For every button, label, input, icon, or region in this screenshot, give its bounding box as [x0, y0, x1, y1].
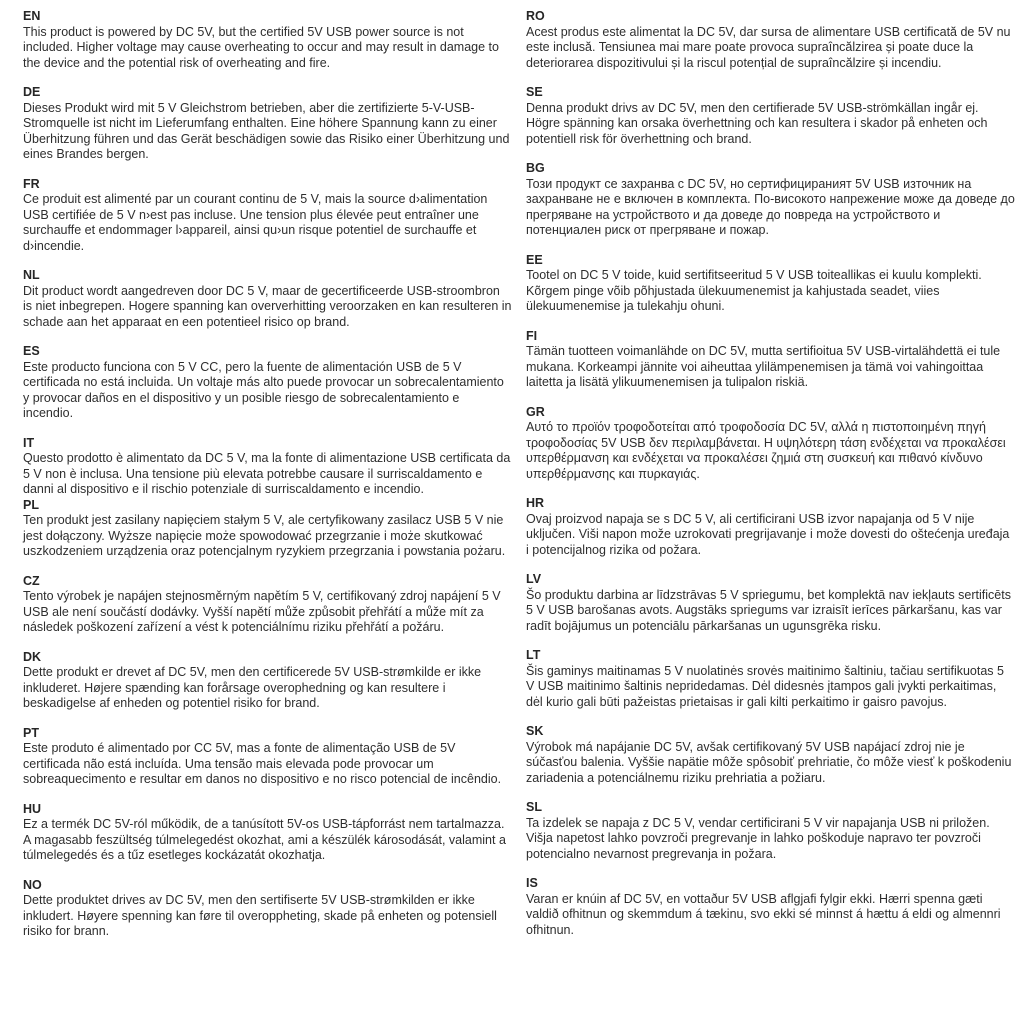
lang-code-fr: FR	[23, 176, 40, 191]
lang-section-es	[23, 344, 512, 422]
lang-text-de: Dieses Produkt wird mit 5 V Gleichstrom betrieben, aber die zertifizierte 5-V-USB-Stromquelle ist nicht im Lieferumfang enthalten. Eine höhere Spannung kann zu einer Überhitzung führen und das Gerät beschädigen sowie das Risiko einer Überhitzung und eines Brandes bergen.	[23, 100, 510, 161]
lang-section-dk	[23, 650, 512, 712]
lang-section-fi	[526, 329, 1015, 391]
lang-text-hu: Ez a termék DC 5V-ról működik, de a tanúsított 5V-os USB-tápforrást nem tartalmazza. A magasabb feszültség túlmelegedést okozhat, ami a készülék károsodását, valamint a túlmelegedés és a tűz esetleges kockázatát okozhatja.	[23, 817, 506, 862]
lang-text-gr: Αυτό το προϊόν τροφοδοτείται από τροφοδοσία DC 5V, αλλά η πιστοποιημένη πηγή τροφοδοσίας 5V USB δεν περιλαμβάνεται. Η υψηλότερη τάση ενδέχεται να προκαλέσει υπερθέρμανση και ενδέχεται να προκαλέσει ζημιά στη συσκευή και πιθανό κίνδυνο υπερθέρμανσης και πυρκαγιάς.	[526, 420, 1006, 481]
lang-section-gr	[526, 405, 1015, 483]
lang-section-hr	[526, 496, 1015, 558]
lang-code-sk: SK	[526, 724, 544, 738]
lang-section-ee	[526, 253, 1015, 315]
lang-text-es: Este producto funciona con 5 V CC, pero la fuente de alimentación USB de 5 V certificada no está incluida. Un voltaje más alto puede provocar un sobrecalentamiento y provocar daños en el dispositivo y un posible riesgo de sobrecalentamiento e incendio.	[23, 359, 504, 420]
lang-section-it	[23, 436, 512, 498]
lang-code-nl: NL	[23, 268, 40, 282]
lang-code-bg: BG	[526, 161, 545, 175]
lang-text-sl: Ta izdelek se napaja z DC 5 V, vendar certificirani 5 V vir napajanja USB ni priložen. Višja napetost lahko povzroči pregrevanje in lahko poškoduje napravo ter povzroči potencialno nevarnost pregrevanja in požara.	[526, 815, 990, 861]
lang-section-no	[23, 878, 512, 940]
lang-text-pt: Este produto é alimentado por CC 5V, mas a fonte de alimentação USB de 5V certificada não está incluída. Uma tensão mais elevada pode provocar um sobreaquecimento e resultar em danos no dispositivo e no risco potencial de incêndio.	[23, 741, 502, 786]
lang-text-lv: Šo produktu darbina ar līdzstrāvas 5 V spriegumu, bet komplektā nav iekļauts sertificēts 5 V USB barošanas avots. Augstāks spriegums var izraisīt ierīces pārkaršanu, kas var radīt bojājumus un potenciālu pārkaršanas un ugunsgrēka risku.	[526, 587, 1011, 633]
lang-text-en: This product is powered by DC 5V, but the certified 5V USB power source is not included. Higher voltage may cause overheating to occur and may result in damage to the device and the potential risk of overheating and fire.	[23, 24, 499, 70]
lang-text-dk: Dette produkt er drevet af DC 5V, men den certificerede 5V USB-strømkilde er ikke inkluderet. Højere spænding kan forårsage overophedning og kan resultere i beskadigelse af enheden og potentiel risiko for brand.	[23, 665, 482, 710]
lang-code-pt: PT	[23, 725, 39, 740]
lang-section-pt	[23, 726, 512, 788]
lang-section-se	[526, 85, 1015, 147]
lang-code-es: ES	[23, 344, 40, 358]
lang-section-pl	[23, 498, 512, 560]
lang-code-sl: SL	[526, 800, 542, 814]
lang-code-it: IT	[23, 435, 35, 450]
lang-code-ee: EE	[526, 252, 543, 267]
lang-code-dk: DK	[23, 649, 42, 664]
lang-section-ro	[526, 9, 1015, 71]
lang-code-fi: FI	[526, 328, 538, 343]
lang-section-cz	[23, 574, 512, 636]
lang-text-se: Denna produkt drivs av DC 5V, men den certifierade 5V USB-strömkällan ingår ej. Högre spänning kan orsaka överhettning och kan resultera i skador på enheten och potentiell risk för överhettning och brand.	[526, 100, 988, 146]
lang-code-ro: RO	[526, 9, 545, 23]
lang-section-lt	[526, 648, 1015, 710]
lang-text-no: Dette produktet drives av DC 5V, men den sertifiserte 5V USB-strømkilden er ikke inkludert. Høyere spenning kan føre til overoppheting, skade på enheten og potensiell risiko for brann.	[23, 893, 497, 938]
lang-code-is: IS	[526, 876, 538, 890]
lang-code-de: DE	[23, 85, 41, 99]
lang-code-cz: CZ	[23, 573, 40, 588]
lang-section-nl	[23, 268, 512, 330]
lang-text-it: Questo prodotto è alimentato da DC 5 V, ma la fonte di alimentazione USB certificata da 5 V non è inclusa. Una tensione più elevata potrebbe causare il surriscaldamento e danni al dispositivo e il rischio potenziale di surriscaldamento e incendio.	[23, 451, 511, 496]
lang-text-sk: Výrobok má napájanie DC 5V, avšak certifikovaný 5V USB napájací zdroj nie je súčasťou balenia. Vyššie napätie môže spôsobiť prehriatie, čo môže viesť k poškodeniu zariadenia a potenciálnemu riziku prehriatia a požiaru.	[526, 739, 1012, 785]
lang-code-lv: LV	[526, 572, 542, 586]
lang-section-en	[23, 9, 512, 71]
lang-section-fr	[23, 177, 512, 255]
lang-code-gr: GR	[526, 404, 545, 419]
lang-text-bg: Този продукт се захранва с DC 5V, но сертифицираният 5V USB източник на захранване не е включен в комплекта. По-високото напрежение може да доведе до прегряване на устройството и да доведе до повреда на устройството и потенциален риск от прегряване и пожар.	[526, 176, 1015, 237]
lang-section-bg	[526, 161, 1015, 239]
lang-code-en: EN	[23, 9, 41, 23]
lang-text-ro: Acest produs este alimentat la DC 5V, dar sursa de alimentare USB certificată de 5V nu este inclusă. Tensiunea mai mare poate provoca supraîncălzirea și poate duce la deteriorarea dispozitivului și la riscul potențial de supraîncălzire și incendiu.	[526, 24, 1011, 70]
lang-section-sk	[526, 724, 1015, 786]
lang-section-sl	[526, 800, 1015, 862]
lang-code-no: NO	[23, 877, 42, 892]
lang-section-is	[526, 876, 1015, 938]
lang-text-fi: Tämän tuotteen voimanlähde on DC 5V, mutta sertifioitua 5V USB-virtalähdettä ei tule mukana. Korkeampi jännite voi aiheuttaa ylilämpenemisen ja tämä voi vahingoittaa laitetta ja lisätä ylikuumenemisen ja tulipalon riskiä.	[526, 344, 1001, 389]
lang-text-pl: Ten produkt jest zasilany napięciem stałym 5 V, ale certyfikowany zasilacz USB 5 V nie jest dołączony. Wyższe napięcie może spowodować przegrzanie i może skutkować uszkodzeniem urządzenia oraz potencjalnym ryzykiem przegrzania i powstania pożaru.	[23, 513, 506, 558]
lang-section-lv	[526, 572, 1015, 634]
lang-code-se: SE	[526, 85, 543, 99]
lang-text-lt: Šis gaminys maitinamas 5 V nuolatinės srovės maitinimo šaltiniu, tačiau sertifikuotas 5 V USB maitinimo šaltinis nepridedamas. Dėl didesnės įtampos gali įvykti perkaitimas, dėl kurio gali būti pažeistas prietaisas ir gali kilti perkaitimo ir gaisro pavojus.	[526, 663, 1004, 709]
lang-code-lt: LT	[526, 648, 541, 662]
lang-code-hu: HU	[23, 801, 42, 816]
right-column	[526, 9, 1015, 954]
lang-text-ee: Tootel on DC 5 V toide, kuid sertifitseeritud 5 V USB toiteallikas ei kuulu komplekti. Kõrgem pinge võib põhjustada ülekuumenemist ja kahjustada seadet, viies ülekuumenemise ja tulekahju ohuni.	[526, 268, 982, 313]
lang-text-cz: Tento výrobek je napájen stejnosměrným napětím 5 V, certifikovaný zdroj napájení 5 V USB ale není součástí dodávky. Vyšší napětí může způsobit přehřátí a může mít za následek poškození zařízení a vést k potenciálnímu riziku přehřátí a požáru.	[23, 589, 501, 634]
lang-code-pl: PL	[23, 497, 39, 512]
lang-text-is: Varan er knúin af DC 5V, en vottaður 5V USB aflgjafi fylgir ekki. Hærri spenna gæti valdið ofhitnun og skemmdum á tækinu, svo ekki sé minnst á hættu á eldi og almennri ofhitnun.	[526, 891, 1001, 937]
lang-section-de	[23, 85, 512, 163]
lang-code-hr: HR	[526, 496, 545, 510]
left-column	[23, 9, 512, 954]
lang-text-nl: Dit product wordt aangedreven door DC 5 V, maar de gecertificeerde USB-stroombron is niet inbegrepen. Hogere spanning kan oververhitting veroorzaken en kan resulteren in schade aan het apparaat en een potentieel risico op brand.	[23, 283, 512, 329]
lang-text-fr: Ce produit est alimenté par un courant continu de 5 V, mais la source d›alimentation USB certifiée de 5 V n›est pas incluse. Une tension plus élevée peut entraîner une surchauffe et endommager l›appareil, ainsi qu›un risque potentiel de surchauffe et d›incendie.	[23, 192, 488, 253]
lang-section-hu	[23, 802, 512, 864]
lang-text-hr: Ovaj proizvod napaja se s DC 5 V, ali certificirani USB izvor napajanja od 5 V nije uključen. Viši napon može uzrokovati pregrijavanje i može dovesti do oštećenja uređaja i potencijalnog rizika od požara.	[526, 511, 1010, 557]
